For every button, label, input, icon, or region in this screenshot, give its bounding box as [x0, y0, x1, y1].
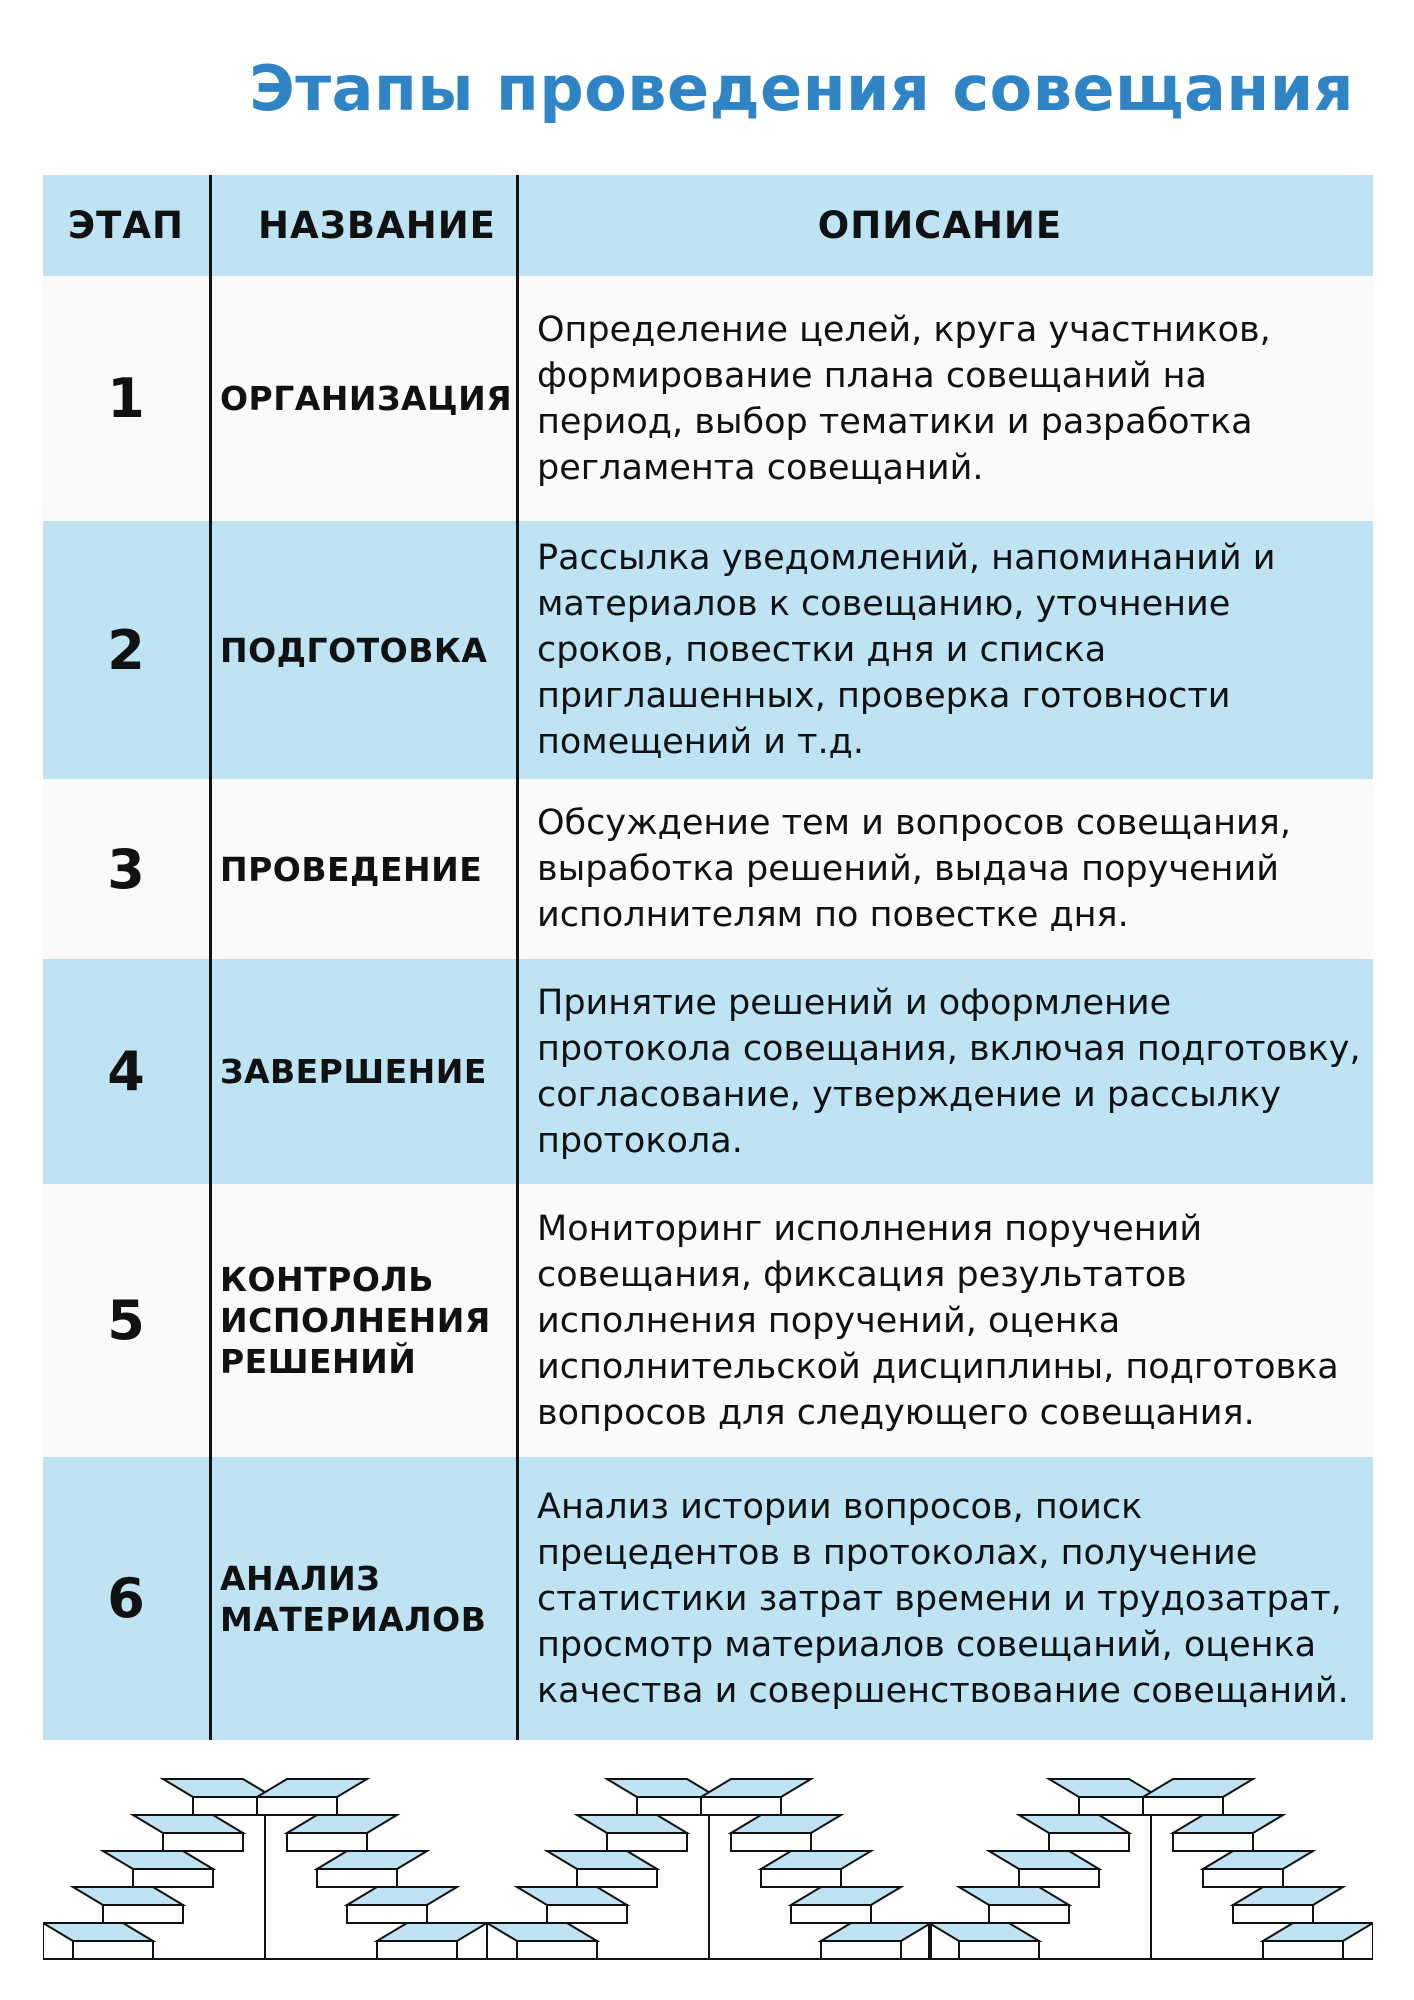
table-row	[43, 779, 1373, 959]
stage-number: 6	[107, 1567, 145, 1630]
stage-description: Определение целей, круга участников, формирование плана совещаний на период, выбор тематики и разработка регламента совещаний.	[516, 276, 1373, 521]
stage-name: ПОДГОТОВКА	[209, 521, 516, 779]
stage-name: ПРОВЕДЕНИЕ	[209, 779, 516, 959]
table-row	[43, 1457, 1373, 1740]
stage-name: ОРГАНИЗАЦИЯ	[209, 276, 516, 521]
stage-description: Мониторинг исполнения поручений совещания, фиксация результатов исполнения поручений, оценка исполнительской дисциплины, подготовка вопросов для следующего совещания.	[516, 1184, 1373, 1457]
stage-description: Принятие решений и оформление протокола совещания, включая подготовку, согласование, утверждение и рассылку протокола.	[516, 959, 1373, 1184]
stage-number: 2	[107, 618, 145, 682]
table-header-row	[43, 175, 1373, 276]
header-stage: ЭТАП	[68, 204, 184, 247]
stage-description: Рассылка уведомлений, напоминаний и материалов к совещанию, уточнение сроков, повестки дня и списка приглашенных, проверка готовности помещений и т.д.	[516, 521, 1373, 779]
table-row	[43, 1184, 1373, 1457]
stage-number: 3	[107, 837, 145, 901]
page-title: Этапы проведения совещания	[249, 52, 1354, 125]
stage-name: КОНТРОЛЬ ИСПОЛНЕНИЯ РЕШЕНИЙ	[209, 1184, 516, 1457]
stage-number: 4	[107, 1040, 145, 1103]
stairs-illustration	[43, 1775, 1373, 1975]
stage-number: 5	[107, 1289, 145, 1352]
table-row	[43, 959, 1373, 1184]
stages-table	[43, 175, 1373, 1740]
stage-name: ЗАВЕРШЕНИЕ	[209, 959, 516, 1184]
stage-description: Анализ истории вопросов, поиск прецедентов в протоколах, получение статистики затрат времени и трудозатрат, просмотр материалов совещаний, оценка качества и совершенствование совещаний.	[516, 1457, 1373, 1740]
table-row	[43, 521, 1373, 779]
stage-number: 1	[107, 367, 145, 430]
table-row	[43, 276, 1373, 521]
stage-name: АНАЛИЗ МАТЕРИАЛОВ	[209, 1457, 516, 1740]
header-name: НАЗВАНИЕ	[209, 175, 516, 276]
stage-description: Обсуждение тем и вопросов совещания, выработка решений, выдача поручений исполнителям по повестке дня.	[516, 779, 1373, 959]
header-description: ОПИСАНИЕ	[516, 175, 1373, 276]
